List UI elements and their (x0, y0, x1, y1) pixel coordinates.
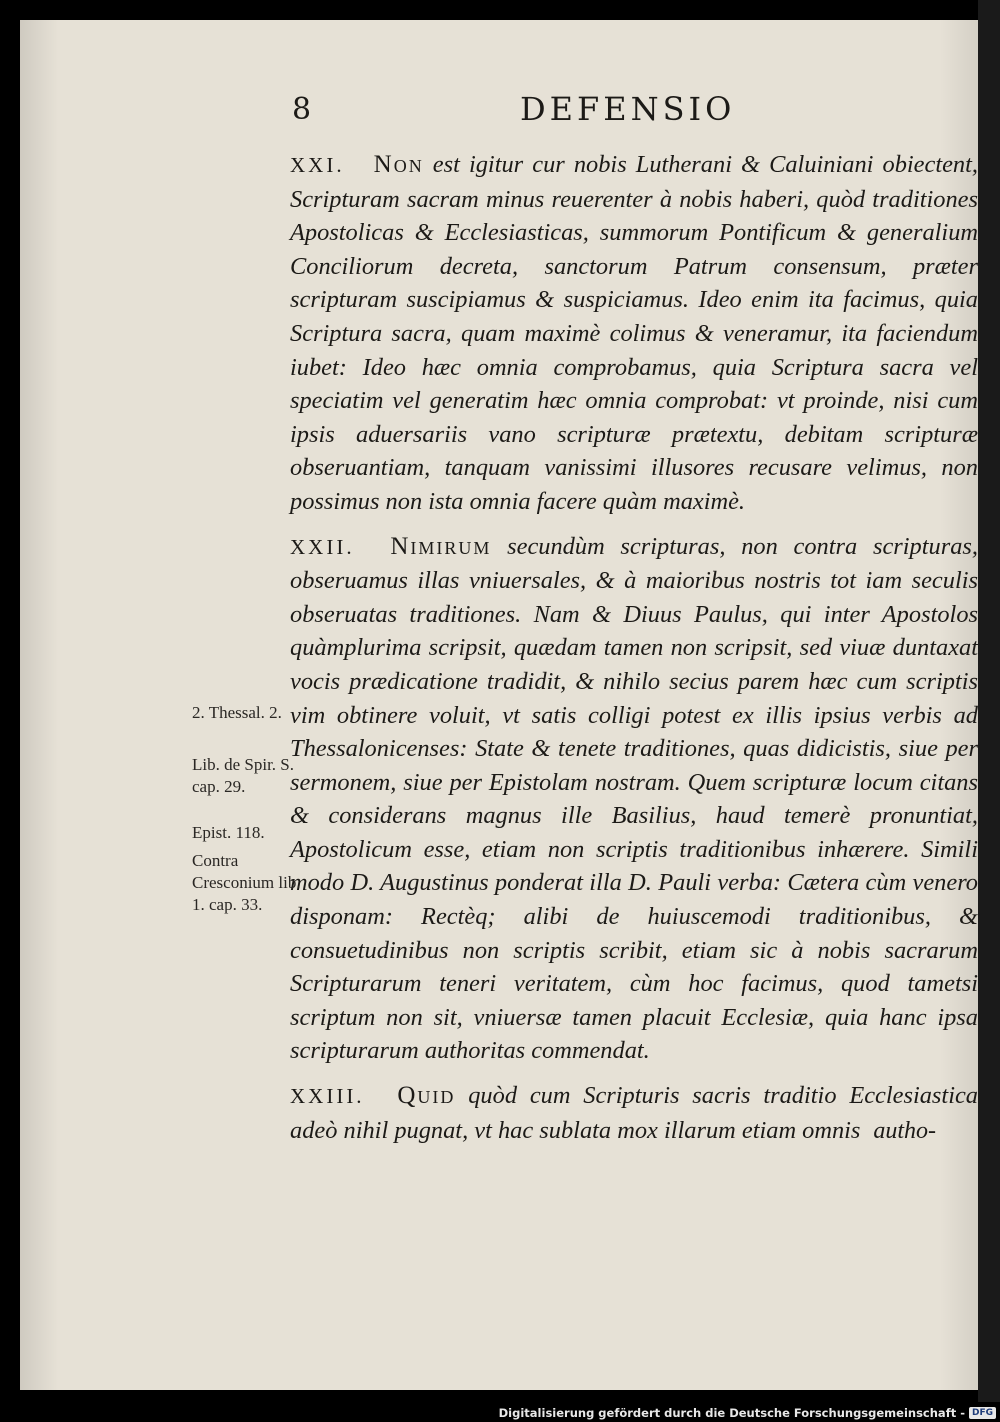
page-number: 8 (292, 92, 312, 127)
digitization-footer (0, 1404, 1000, 1422)
paragraph-xxii (290, 530, 978, 1069)
paragraph-text: quòd cum Scripturis sacris traditio Ecclesiastica adeò nihil pugnat, vt hac sublata mox illarum etiam omnis (290, 1082, 978, 1144)
margin-note-thessalonians: 2. Thessal. 2. (192, 703, 282, 722)
dfg-logo: DFG (969, 1407, 996, 1419)
paragraph-number: XXIII. (290, 1084, 365, 1109)
paragraph-text: secundùm scripturas, non contra scripturas, obseruamus illas vniuersales, & à maioribus nostris tot iam seculis obseruatas traditiones. Nam & Diuus Paulus, qui inter Apostolos quàmplurima scripsit, quædam tamen non scripsit, sed viuæ duntaxat vocis prædicatione tradidit, & nihilo secius parem hæc cum scriptis vim obtinere voluit, vt satis colligi potest ex illis ipsius verbis ad Thessalonicenses: State & tenete traditiones, quas didicistis, siue per sermonem, siue per Epistolam nostram. Quem scripturæ locum citans & considerans magnus ille Basilius, haud temerè pronuntiat, Apostolicum esse, etiam non scriptis traditionibus inhærere. Simili modo D. Augustinus ponderat illa D. Pauli verba: Cætera cùm venero disponam: Rectèq; alibi de huiuscemodi traditionibus, & consuetudinibus non scriptis scribit, etiam sic à nobis sacrarum Scripturarum teneri veritatem, cùm hoc facimus, quod tametsi scriptum non sit, vniuersæ tamen placuit Ecclesiæ, quia hanc ipsa scripturarum authoritas commendat. (290, 532, 978, 1065)
main-text (290, 148, 978, 1158)
paragraph-lead-word: Quid (397, 1082, 456, 1110)
footer-text: Digitalisierung gefördert durch die Deutsche Forschungsgemeinschaft - (498, 1406, 965, 1420)
paragraph-text: est igitur cur nobis Lutherani & Caluiniani obiectent, Scripturam sacram minus reuerenter à nobis haberi, quòd traditiones Apostolicas & Ecclesiasticas, summorum Pontificum & generalium Conciliorum decreta, sanctorum Patrum consensum, præter scripturam suscipiamus & suspiciamus. Ideo enim ita facimus, quia Scriptura sacra, quam maximè colimus & veneramur, ita faciendum iubet: Ideo hæc omnia comprobamus, quia Scriptura sacra vel speciatim vel generatim hæc omnia comprobat: vt proinde, nisi cum ipsis aduersariis vano scripturæ prætextu, debitam scripturæ obseruantiam, tanquam vanissimi illusores recusare velimus, non possimus non ista omnia facere quàm maximè. (290, 151, 978, 515)
paragraph-number: XXII. (290, 534, 355, 559)
margin-note-basil: Lib. de Spir. S. cap. 29. (192, 755, 295, 796)
running-head: DEFENSIO (520, 90, 736, 128)
margin-note-epistle: Epist. 118. (192, 823, 265, 842)
paragraph-lead-word: Non (373, 151, 424, 178)
book-page (20, 20, 978, 1390)
margin-note-contra-cresconium: Contra Cresconium lib. 1. cap. 33. (192, 851, 301, 914)
paragraph-xxi (290, 148, 978, 519)
paragraph-number: XXI. (290, 153, 345, 177)
paragraph-lead-word: Nimirum (390, 532, 492, 560)
scan-frame (978, 0, 1000, 1402)
catchword: autho- (873, 1118, 936, 1144)
